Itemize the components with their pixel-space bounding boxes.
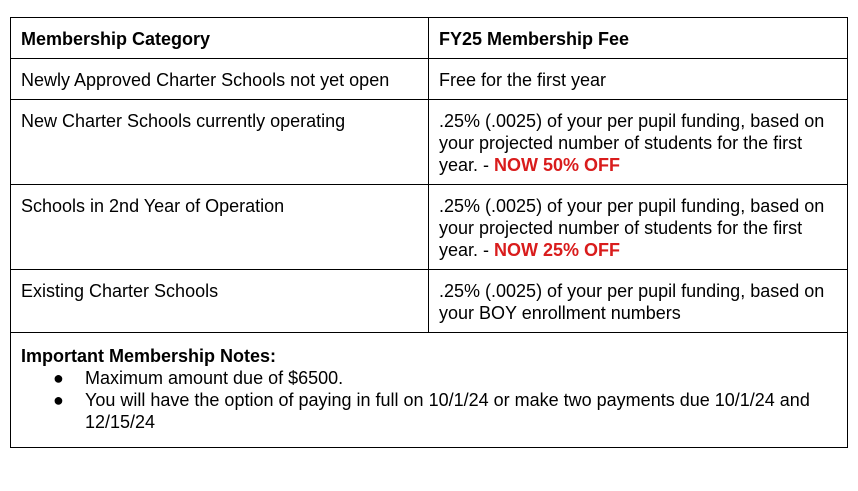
fee-cell bbox=[429, 185, 848, 270]
notes-row bbox=[11, 333, 848, 448]
fee-text: Free for the first year bbox=[439, 70, 607, 90]
category-cell: Existing Charter Schools bbox=[11, 270, 429, 333]
category-cell: Schools in 2nd Year of Operation bbox=[11, 185, 429, 270]
bullet-icon: ● bbox=[53, 368, 64, 388]
fee-cell bbox=[429, 59, 848, 100]
fee-text: .25% (.0025) of your per pupil funding, based on your BOY enrollment numbers bbox=[439, 281, 825, 323]
table-row bbox=[11, 100, 848, 185]
notes-title: Important Membership Notes: bbox=[21, 346, 277, 366]
category-cell: New Charter Schools currently operating bbox=[11, 100, 429, 185]
column-header-fee: FY25 Membership Fee bbox=[429, 18, 848, 59]
table-row bbox=[11, 59, 848, 100]
discount-highlight: NOW 25% OFF bbox=[494, 240, 621, 260]
note-text: You will have the option of paying in full on 10/1/24 or make two payments due 10/1/24 and 12/15/24 bbox=[85, 390, 810, 432]
fee-cell bbox=[429, 270, 848, 333]
fee-text: .25% (.0025) of your per pupil funding, based on your projected number of students for the first year. - bbox=[439, 111, 825, 175]
bullet-icon: ● bbox=[53, 390, 64, 410]
fee-cell bbox=[429, 100, 848, 185]
notes-list bbox=[21, 367, 837, 433]
list-item bbox=[21, 367, 837, 389]
fee-text: .25% (.0025) of your per pupil funding, based on your projected number of students for the first year. - bbox=[439, 196, 825, 260]
notes-cell bbox=[11, 333, 848, 448]
discount-highlight: NOW 50% OFF bbox=[494, 155, 621, 175]
membership-fee-table bbox=[10, 17, 848, 448]
table-row bbox=[11, 185, 848, 270]
list-item bbox=[21, 389, 837, 433]
category-cell: Newly Approved Charter Schools not yet open bbox=[11, 59, 429, 100]
note-text: Maximum amount due of $6500. bbox=[85, 368, 344, 388]
table-row bbox=[11, 270, 848, 333]
table-header-row bbox=[11, 18, 848, 59]
column-header-category: Membership Category bbox=[11, 18, 429, 59]
